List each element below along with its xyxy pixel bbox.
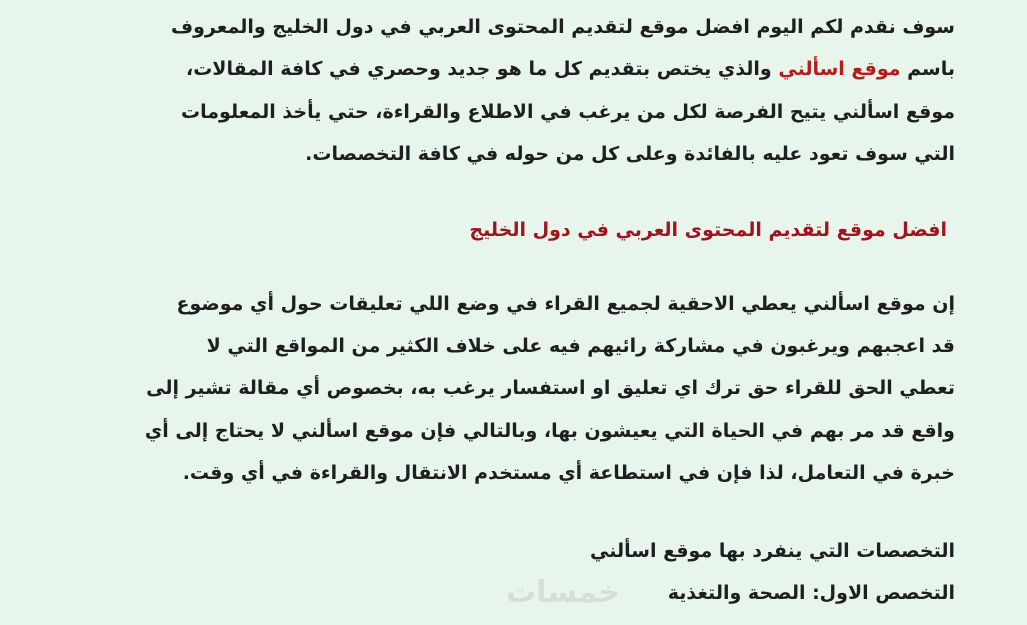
khamsat-watermark: خمسات — [506, 575, 620, 611]
specialties-title: التخصصات التي ينفرد بها موقع اسألني — [590, 539, 955, 562]
comments-paragraph — [30, 283, 955, 495]
comments-line-4: واقع قد مر بهم في الحياة التي يعيشون بها، وبالتالي فإن موقع اسألني لا يحتاج إلى أي — [144, 419, 955, 442]
section-heading: افضل موقع لتقديم المحتوى العربي في دول الخليج — [469, 218, 947, 241]
comments-line-2: قد اعجبهم ويرغبون في مشاركة رائيهم فيه على خلاف الكثير من المواقع التي لا — [206, 335, 955, 358]
comments-line-5: خبرة في التعامل، لذا فإن في استطاعة أي مستخدم الانتقال والقراءة في أي وقت. — [182, 462, 955, 485]
comments-line-3: تعطي الحق للقراء حق ترك اي تعليق او استفسار يرغب به، بخصوص أي مقالة تشير إلى — [146, 377, 955, 400]
asalny-site-link[interactable]: موقع اسألني — [778, 58, 901, 81]
intro-line-4: التي سوف تعود عليه بالفائدة وعلى كل من حوله في كافة التخصصات. — [305, 143, 955, 166]
comments-line-1: إن موقع اسألني يعطي الاحقية لجميع القراء في وضع اللي تعليقات حول أي موضوع — [176, 292, 955, 315]
specialty-item-1: التخصص الاول: الصحة والتغذية — [667, 582, 955, 605]
specialty-row — [30, 572, 955, 614]
article-body — [30, 6, 955, 614]
intro-line-3: موقع اسألني يتيح الفرصة لكل من يرغب في الاطلاع والقراءة، حتي يأخذ المعلومات — [181, 100, 955, 123]
intro-line-2-prefix: باسم — [900, 58, 955, 81]
intro-paragraph — [30, 6, 955, 176]
intro-line-1: سوف نقدم لكم اليوم افضل موقع لتقديم المحتوى العربي في دول الخليج والمعروف — [171, 16, 955, 38]
intro-line-2-suffix: والذي يختص بتقديم كل ما هو جديد وحصري في كافة المقالات، — [185, 58, 779, 81]
intro-line-2 — [30, 48, 955, 90]
